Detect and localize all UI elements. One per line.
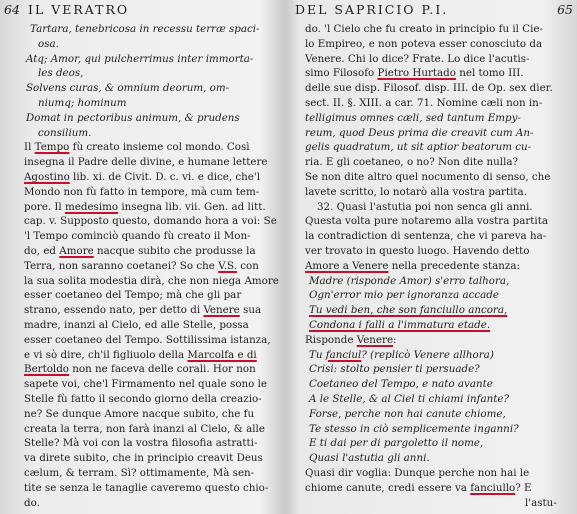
- text-line: ver trovato in questo luogo. Havendo detto: [305, 244, 530, 257]
- text-line: delle sue disp. Filosof. disp. III. de Op. sex dier.: [305, 82, 553, 95]
- text-line: lavete scritto, lo notarò alla vostra partita.: [305, 185, 527, 198]
- text-line: ne? Se dunque Amore nacque subito, che fu: [24, 407, 255, 420]
- left-header-title: IL VERATRO: [28, 2, 130, 17]
- text-line: Solvens curas, & omnium deorum, om-: [26, 82, 230, 95]
- text-line: Atq; Amor, qui pulcherrimus inter immorta-: [26, 52, 254, 65]
- text-line: Coetaneo del Tempo, e nato avante: [309, 378, 493, 391]
- red-underline-mark: Pietro Hurtado: [377, 67, 456, 80]
- right-page-text: [295, 22, 573, 510]
- text-line: sect. II. §. XIII. a car. 71. Nomine cæli non in-: [305, 96, 543, 109]
- text-line: Stelle? Mà voi con la vostra filosofia astratti-: [24, 437, 258, 450]
- text-line: Domat in pectoribus animum, & prudens: [26, 111, 240, 124]
- text-line: Quasi l'astutia gli anni.: [309, 452, 430, 465]
- text-line: Madre (risponde Amor) s'erro talhora,: [309, 274, 510, 287]
- text-line: madre, inanzi al Cielo, ed alle Stelle, possa: [24, 318, 249, 331]
- red-underline-mark: Tempo: [34, 141, 70, 154]
- text-line: Forse, perche non hai canute chiome,: [309, 407, 506, 420]
- left-running-header: [4, 0, 285, 24]
- text-line: Risponde Venere:: [305, 333, 397, 346]
- red-underline-mark: medesimo: [65, 200, 119, 213]
- text-line: consilium.: [38, 126, 92, 139]
- text-line: Venere. Chi lo dice? Frate. Lo dice l'acutis-: [305, 52, 530, 65]
- text-line: E ti dai per di pargoletto il nome,: [309, 437, 484, 450]
- text-line: creata la terra, non farà inanzi al Cielo, & alle: [24, 422, 265, 435]
- text-line: esser coetaneo del Tempo; mà che gli par: [24, 289, 242, 302]
- right-header-title: DEL SAPRICIO P.I.: [295, 2, 449, 17]
- text-line: osa.: [38, 37, 59, 50]
- text-line: Tartara, tenebricosa in recessu terræ spaci-: [30, 23, 260, 35]
- red-underline-mark: Amore a Venere: [305, 259, 389, 272]
- text-line: simo Filosofo Pietro Hurtado nel tomo III.: [305, 67, 524, 80]
- text-line: Stelle fù fatto il secondo giorno della creazio-: [24, 392, 262, 405]
- red-underline-mark: Condona i falli a l'immatura etade.: [309, 318, 491, 331]
- red-underline-mark: V.S.: [218, 259, 237, 272]
- text-line: Il Tempo fù creato insieme col mondo. Così: [24, 141, 250, 154]
- text-line: chiome canute, credi essere va fanciullo? E: [305, 481, 532, 494]
- text-line: ria. E gli coetaneo, o no? Non dite nulla?: [305, 156, 519, 169]
- text-line: Mondo non fù fatto in tempore, mà cum tem-: [24, 185, 260, 198]
- text-line: Terra, non saranno coetanei? So che V.S. con: [24, 259, 259, 272]
- text-line: Ogn'error mio per ignoranza accade: [309, 289, 499, 302]
- right-running-header: [295, 0, 573, 24]
- red-underline-mark: fanciullo: [470, 481, 516, 494]
- text-line: telligimus omnes cæli, sed tantum Empy-: [305, 111, 521, 124]
- text-line: A le Stelle, & al Ciel ti chiami infante?: [309, 392, 509, 405]
- text-line: Bertoldo non ne faceva delle corali. Hor non: [24, 363, 256, 376]
- text-line: Agostino lib. xi. de Civit. D. c. vi. e dice, che'l: [24, 170, 261, 183]
- text-line: la contradiction di sentenza, che vi pareva ha-: [305, 230, 547, 243]
- text-line: Tu fanciul? (replicò Venere allhora): [309, 348, 494, 361]
- red-underline-mark: Bertoldo: [24, 363, 70, 376]
- text-line: Crisi: stolto pensier ti persuade?: [309, 363, 480, 376]
- text-line: do.: [24, 496, 40, 509]
- red-underline-mark: Tu vedi ben, che son fanciullo ancora,: [309, 304, 508, 317]
- text-line: 32. Quasi l'astutia poi non senca gli anni.: [317, 200, 533, 213]
- text-line: do. 'l Cielo che fu creato in principio fu il Cie-: [305, 23, 543, 35]
- text-line: Questa volta pure notaremo alla vostra partita: [305, 215, 549, 228]
- text-line: pore. Il medesimo insegna lib. vii. Gen. ad litt.: [24, 200, 266, 213]
- text-line: niumq; hominum: [38, 96, 127, 109]
- text-line: insegna il Padre delle divine, e humane lettere: [24, 156, 268, 169]
- left-page-number: 64: [4, 2, 20, 17]
- red-underline-mark: Venere: [356, 333, 394, 346]
- red-underline-mark: Amore: [59, 244, 94, 257]
- left-page-text: [4, 22, 285, 510]
- text-line: lo Empireo, e non poteva esser conosciuto da: [305, 37, 543, 50]
- red-underline-mark: fanciul: [325, 348, 362, 361]
- text-line: les deos,: [38, 67, 84, 80]
- right-page: [295, 0, 573, 514]
- text-line: Te stesso in ciò semplicemente inganni?: [309, 422, 519, 435]
- red-underline-mark: Agostino: [24, 170, 70, 183]
- text-line: la sua solita modestia dirà, che non niega Amore: [24, 274, 279, 287]
- text-line: cælum, & terram. Sì? ottimamente, Mà sen-: [24, 466, 255, 479]
- text-line: sapete voi, che'l Firmamento nel quale sono le: [24, 378, 268, 391]
- text-line: esser coetaneo del Tempo. Sottilissima istanza,: [24, 333, 271, 346]
- text-line: do, ed Amore nacque subito che produsse la: [24, 244, 256, 257]
- text-line: gelis quadratum, ut sit aptior beatorum cu-: [305, 141, 532, 154]
- text-line: Se non dite altro quel nocumento di senso, che: [305, 170, 551, 183]
- text-line: [295, 318, 573, 333]
- right-page-number: 65: [557, 2, 573, 17]
- text-line: Amore a Venere nella precedente stanza:: [305, 259, 520, 272]
- text-line: 'l Tempo cominciò quando fù creato il Mon-: [24, 230, 251, 243]
- text-line: cap. v. Supposto questo, domando hora a voi: Se: [24, 215, 277, 228]
- text-line: [295, 303, 573, 318]
- text-line: tite se senza le tanaglie caveremo questo chio-: [24, 481, 269, 494]
- text-line: Quasi dir voglia: Dunque perche non hai le: [305, 466, 530, 479]
- text-line: e vi sò dire, ch'il figliuolo della Marcolfa e di: [24, 348, 257, 361]
- red-underline-mark: Marcolfa e di: [187, 348, 257, 361]
- red-underline-mark: Venere: [203, 304, 240, 317]
- text-line: l'astu-: [525, 496, 557, 509]
- text-line: va direte subito, che in principio creavit Deus: [24, 452, 263, 465]
- text-line: strano, essendo nato, per detto di Venere sua: [24, 304, 262, 317]
- left-page: [4, 0, 285, 514]
- text-line: reum, quod Deus prima die creavit cum An-: [305, 126, 534, 139]
